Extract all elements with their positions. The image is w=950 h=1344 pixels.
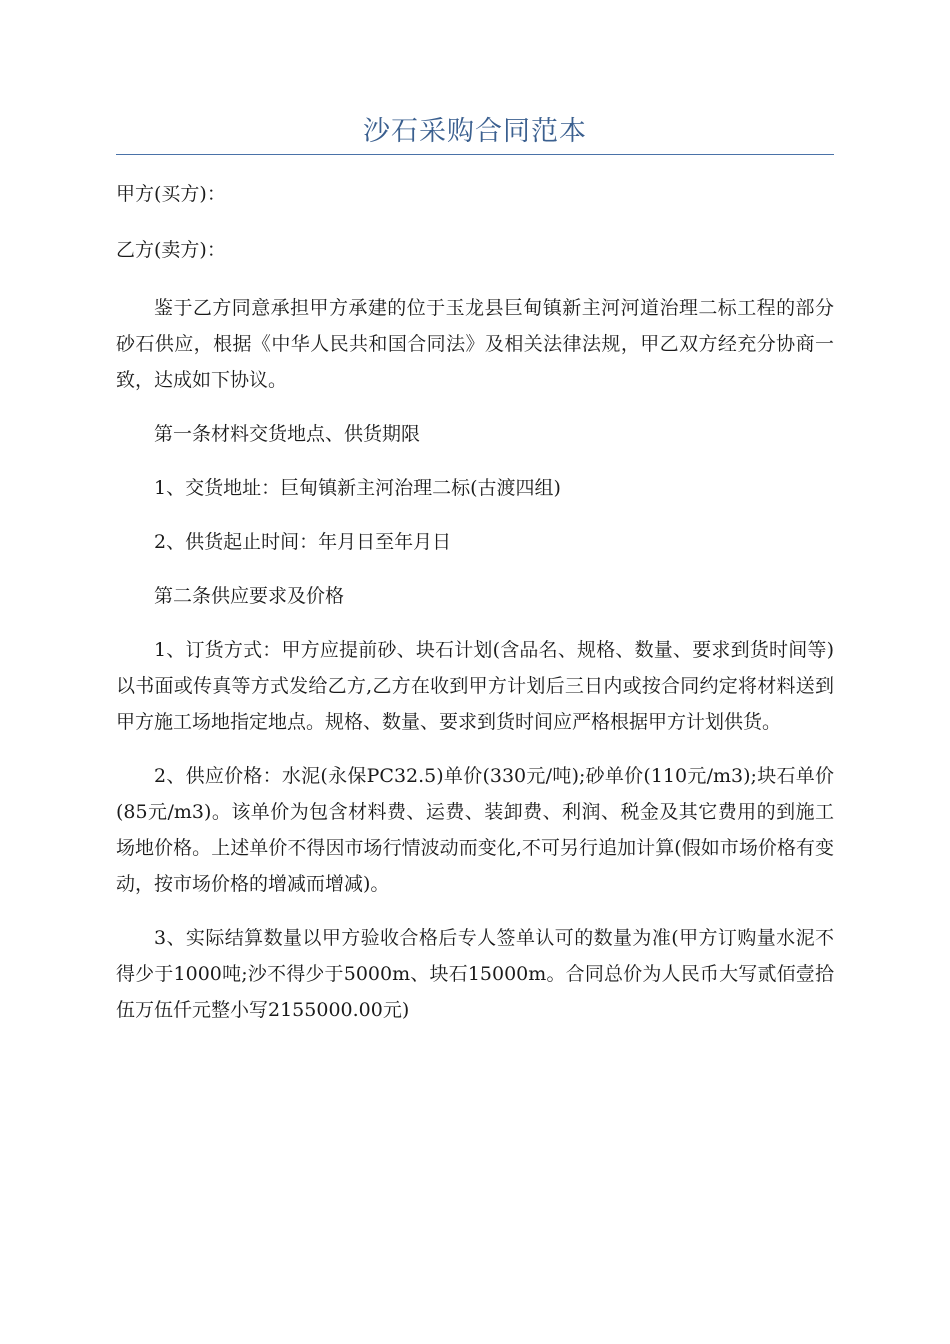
supply-price: 2、供应价格：水泥(永保PC32.5)单价(330元/吨);砂单价(110元/m3);块石单价(85元/m3)。该单价为包含材料费、运费、装卸费、利润、税金及其它费用的到施工场地价格。上述单价不得因市场行情波动而变化,不可另行追加计算(假如市场价格有变动，按市场价格的增减而增减)。: [116, 765, 834, 895]
party-a-line: 甲方(买方)：: [116, 183, 226, 205]
document-page: [116, 112, 834, 1028]
article-2-heading: 第二条供应要求及价格: [154, 585, 345, 607]
party-b-line: 乙方(卖方)：: [116, 239, 226, 261]
settlement-quantity: 3、实际结算数量以甲方验收合格后专人签单认可的数量为准(甲方订购量水泥不得少于1000吨;沙不得少于5000m、块石15000m。合同总价为人民币大写贰佰壹拾伍万伍仟元整小写2155000.00元): [116, 927, 834, 1021]
ordering-method: 1、订货方式：甲方应提前砂、块石计划(含品名、规格、数量、要求到货时间等)以书面或传真等方式发给乙方,乙方在收到甲方计划后三日内或按合同约定将材料送到甲方施工场地指定地点。规格、数量、要求到货时间应严格根据甲方计划供货。: [116, 639, 834, 733]
preamble-paragraph: 鉴于乙方同意承担甲方承建的位于玉龙县巨甸镇新主河河道治理二标工程的部分砂石供应，根据《中华人民共和国合同法》及相关法律法规，甲乙双方经充分协商一致，达成如下协议。: [116, 297, 834, 391]
supply-period: 2、供货起止时间：年月日至年月日: [154, 531, 452, 553]
title-underline: [116, 154, 834, 155]
delivery-address: 1、交货地址：巨甸镇新主河治理二标(古渡四组): [154, 477, 561, 499]
document-title: 沙石采购合同范本: [363, 116, 587, 147]
article-1-heading: 第一条材料交货地点、供货期限: [154, 423, 421, 445]
